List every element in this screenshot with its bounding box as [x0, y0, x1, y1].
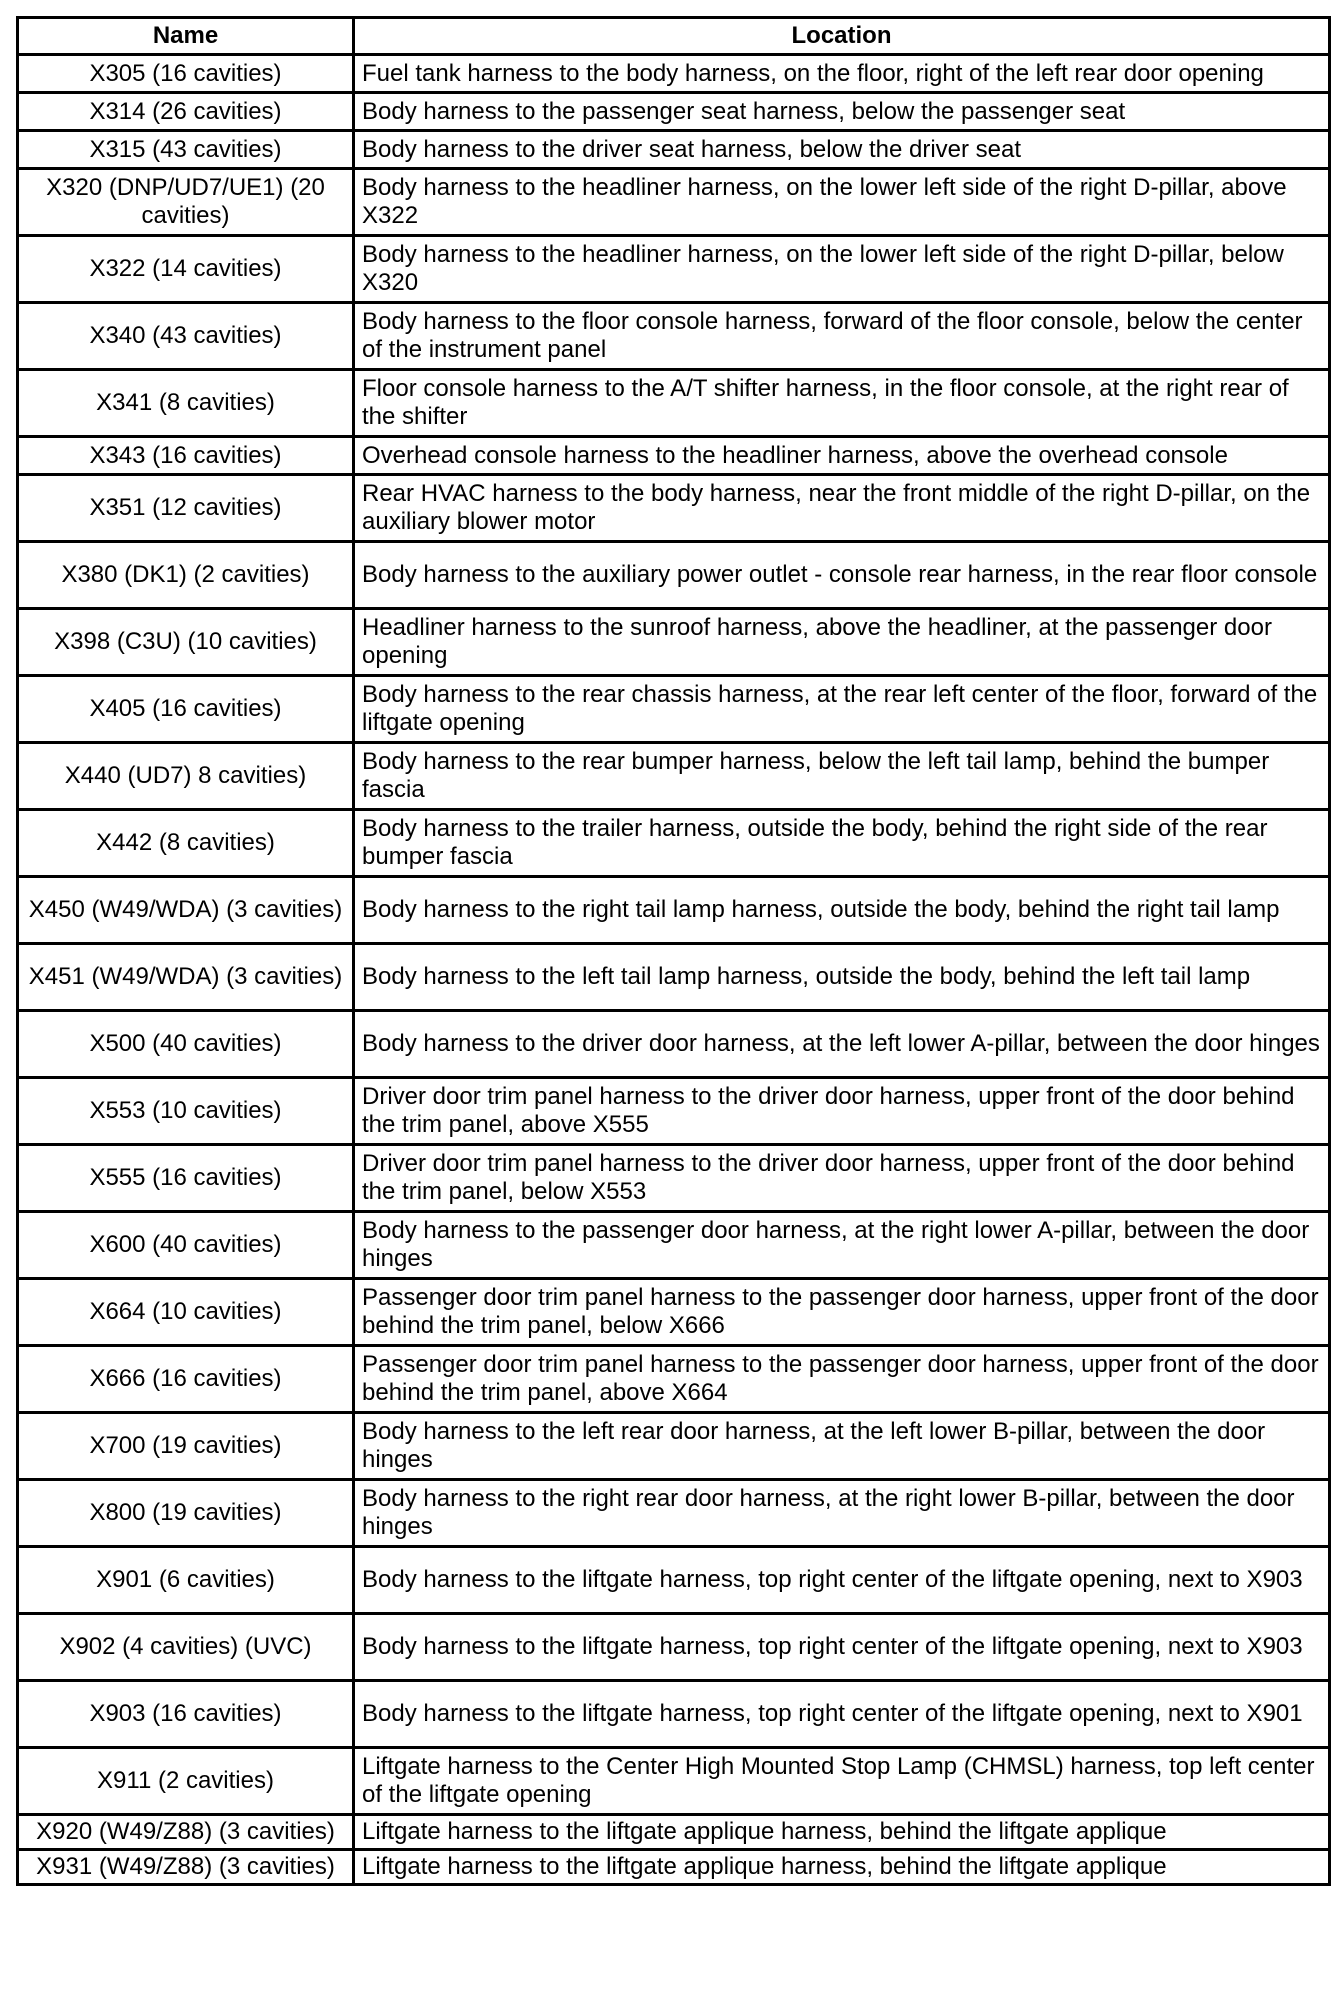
connector-name: X931 (W49/Z88) (3 cavities) [18, 1850, 354, 1885]
table-row [18, 743, 1330, 810]
connector-location: Body harness to the passenger seat harness, below the passenger seat [354, 93, 1330, 131]
connector-name: X340 (43 cavities) [18, 303, 354, 370]
table-row [18, 475, 1330, 542]
connector-name: X451 (W49/WDA) (3 cavities) [18, 944, 354, 1011]
connector-location: Body harness to the left tail lamp harness, outside the body, behind the left tail lamp [354, 944, 1330, 1011]
connector-location: Body harness to the rear bumper harness, below the left tail lamp, behind the bumper fascia [354, 743, 1330, 810]
connector-location: Body harness to the liftgate harness, top right center of the liftgate opening, next to X903 [354, 1614, 1330, 1681]
column-header-name: Name [18, 18, 354, 55]
connector-name: X442 (8 cavities) [18, 810, 354, 877]
table-row [18, 370, 1330, 437]
connector-location: Body harness to the passenger door harness, at the right lower A-pillar, between the door hinges [354, 1212, 1330, 1279]
table-row [18, 1681, 1330, 1748]
connector-name: X911 (2 cavities) [18, 1748, 354, 1815]
connector-name: X555 (16 cavities) [18, 1145, 354, 1212]
table-row [18, 93, 1330, 131]
connector-location: Overhead console harness to the headliner harness, above the overhead console [354, 437, 1330, 475]
connector-name: X343 (16 cavities) [18, 437, 354, 475]
table-row [18, 1815, 1330, 1850]
connector-name: X398 (C3U) (10 cavities) [18, 609, 354, 676]
connector-name: X664 (10 cavities) [18, 1279, 354, 1346]
connector-location: Driver door trim panel harness to the driver door harness, upper front of the door behind the trim panel, below X553 [354, 1145, 1330, 1212]
connector-location: Body harness to the headliner harness, on the lower left side of the right D-pillar, below X320 [354, 236, 1330, 303]
table-row [18, 1748, 1330, 1815]
connector-location: Liftgate harness to the liftgate applique harness, behind the liftgate applique [354, 1850, 1330, 1885]
table-row [18, 810, 1330, 877]
table-row [18, 1547, 1330, 1614]
connector-location: Body harness to the right rear door harness, at the right lower B-pillar, between the door hinges [354, 1480, 1330, 1547]
table-row [18, 1011, 1330, 1078]
connector-location: Body harness to the liftgate harness, top right center of the liftgate opening, next to X903 [354, 1547, 1330, 1614]
connector-location: Body harness to the headliner harness, on the lower left side of the right D-pillar, above X322 [354, 169, 1330, 236]
connector-location: Rear HVAC harness to the body harness, near the front middle of the right D-pillar, on the auxiliary blower motor [354, 475, 1330, 542]
connector-name: X315 (43 cavities) [18, 131, 354, 169]
connector-location: Body harness to the left rear door harness, at the left lower B-pillar, between the door hinges [354, 1413, 1330, 1480]
connector-location: Body harness to the driver door harness, at the left lower A-pillar, between the door hinges [354, 1011, 1330, 1078]
table-row [18, 437, 1330, 475]
connector-location: Headliner harness to the sunroof harness, above the headliner, at the passenger door opening [354, 609, 1330, 676]
table-header-row [18, 18, 1330, 55]
table-row [18, 303, 1330, 370]
connector-name: X553 (10 cavities) [18, 1078, 354, 1145]
connector-location: Body harness to the trailer harness, outside the body, behind the right side of the rear bumper fascia [354, 810, 1330, 877]
table-row [18, 1212, 1330, 1279]
connector-location: Fuel tank harness to the body harness, on the floor, right of the left rear door opening [354, 55, 1330, 93]
connector-location: Passenger door trim panel harness to the passenger door harness, upper front of the door behind the trim panel, below X666 [354, 1279, 1330, 1346]
connector-location: Body harness to the rear chassis harness, at the rear left center of the floor, forward of the liftgate opening [354, 676, 1330, 743]
connector-location: Passenger door trim panel harness to the passenger door harness, upper front of the door behind the trim panel, above X664 [354, 1346, 1330, 1413]
table-row [18, 944, 1330, 1011]
connector-location: Body harness to the right tail lamp harness, outside the body, behind the right tail lamp [354, 877, 1330, 944]
table-row [18, 1279, 1330, 1346]
table-row [18, 877, 1330, 944]
connector-name: X320 (DNP/UD7/UE1) (20 cavities) [18, 169, 354, 236]
connector-name: X901 (6 cavities) [18, 1547, 354, 1614]
table-row [18, 542, 1330, 609]
connector-name: X305 (16 cavities) [18, 55, 354, 93]
table-row [18, 55, 1330, 93]
connector-name: X800 (19 cavities) [18, 1480, 354, 1547]
connector-name: X380 (DK1) (2 cavities) [18, 542, 354, 609]
table-row [18, 236, 1330, 303]
connector-location: Driver door trim panel harness to the driver door harness, upper front of the door behind the trim panel, above X555 [354, 1078, 1330, 1145]
connector-name: X351 (12 cavities) [18, 475, 354, 542]
connector-location: Body harness to the liftgate harness, top right center of the liftgate opening, next to X901 [354, 1681, 1330, 1748]
connector-location: Floor console harness to the A/T shifter harness, in the floor console, at the right rear of the shifter [354, 370, 1330, 437]
connector-name: X314 (26 cavities) [18, 93, 354, 131]
connector-name: X450 (W49/WDA) (3 cavities) [18, 877, 354, 944]
connector-name: X902 (4 cavities) (UVC) [18, 1614, 354, 1681]
connector-name: X500 (40 cavities) [18, 1011, 354, 1078]
table-row [18, 1413, 1330, 1480]
column-header-location: Location [354, 18, 1330, 55]
table-row [18, 1346, 1330, 1413]
connector-location: Body harness to the driver seat harness, below the driver seat [354, 131, 1330, 169]
table-row [18, 1145, 1330, 1212]
connector-location-table [16, 16, 1331, 1886]
connector-location: Liftgate harness to the Center High Mounted Stop Lamp (CHMSL) harness, top left center of the liftgate opening [354, 1748, 1330, 1815]
connector-name: X341 (8 cavities) [18, 370, 354, 437]
table-row [18, 1850, 1330, 1885]
table-row [18, 676, 1330, 743]
connector-name: X666 (16 cavities) [18, 1346, 354, 1413]
connector-location: Body harness to the floor console harness, forward of the floor console, below the center of the instrument panel [354, 303, 1330, 370]
table-row [18, 1078, 1330, 1145]
table-row [18, 131, 1330, 169]
connector-location: Liftgate harness to the liftgate applique harness, behind the liftgate applique [354, 1815, 1330, 1850]
connector-name: X322 (14 cavities) [18, 236, 354, 303]
connector-name: X405 (16 cavities) [18, 676, 354, 743]
connector-name: X440 (UD7) 8 cavities) [18, 743, 354, 810]
table-row [18, 609, 1330, 676]
table-row [18, 169, 1330, 236]
table-row [18, 1480, 1330, 1547]
connector-location: Body harness to the auxiliary power outlet - console rear harness, in the rear floor console [354, 542, 1330, 609]
table-row [18, 1614, 1330, 1681]
connector-name: X920 (W49/Z88) (3 cavities) [18, 1815, 354, 1850]
connector-name: X903 (16 cavities) [18, 1681, 354, 1748]
connector-name: X600 (40 cavities) [18, 1212, 354, 1279]
connector-name: X700 (19 cavities) [18, 1413, 354, 1480]
